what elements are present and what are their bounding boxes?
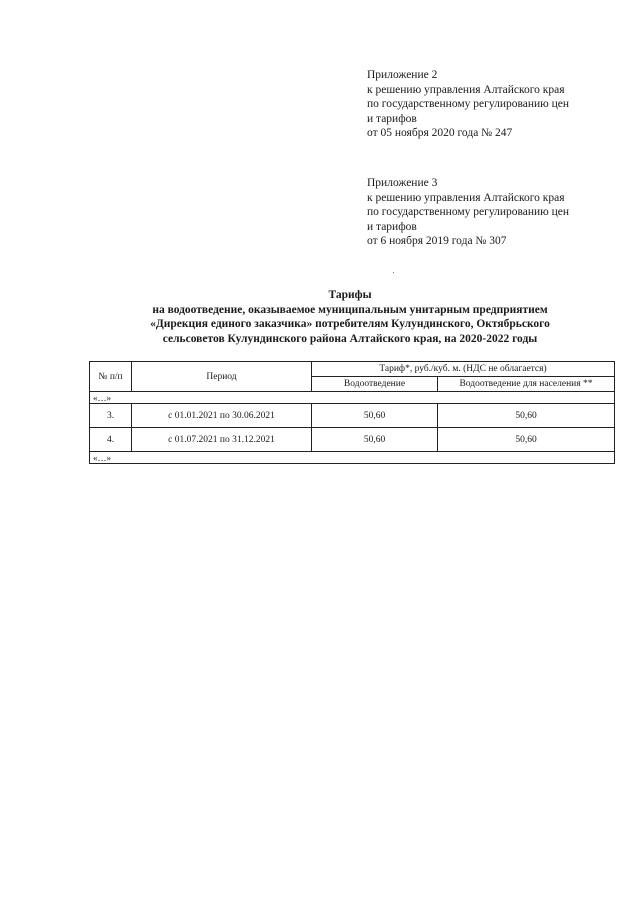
scan-speck (393, 272, 394, 273)
appendix-2-line: по государственному регулированию цен (367, 98, 570, 110)
header-number: № п/п (90, 362, 132, 392)
row-wastewater: 50,60 (312, 428, 438, 452)
row-wastewater: 50,60 (312, 404, 438, 428)
title-line: сельсоветов Кулундинского района Алтайского края, на 2020-2022 годы (162, 332, 538, 345)
appendix-3-date: от 6 ноября 2019 года № 307 (367, 235, 507, 247)
appendix-2-title: Приложение 2 (367, 69, 438, 81)
row-wastewater-population: 50,60 (438, 404, 615, 428)
ellipsis-bottom: «…» (90, 452, 615, 464)
table-row (90, 404, 615, 428)
row-period: с 01.07.2021 по 31.12.2021 (132, 428, 312, 452)
row-number: 3. (90, 404, 132, 428)
title-line: «Дирекция единого заказчика» потребителям Кулундинского, Октябрьского (150, 318, 550, 330)
table-header-row (90, 362, 615, 377)
table-ellipsis-row (90, 452, 615, 464)
title-line: на водоотведение, оказываемое муниципальным унитарным предприятием (152, 303, 548, 316)
appendix-3-line: и тарифов (367, 220, 417, 233)
header-period: Период (132, 362, 312, 392)
ellipsis-top: «…» (90, 392, 615, 404)
header-tariff-group: Тариф*, руб./куб. м. (НДС не облагается) (312, 362, 615, 377)
document-title (70, 288, 630, 346)
appendix-2-date: от 05 ноября 2020 года № 247 (367, 127, 513, 139)
row-wastewater-population: 50,60 (438, 428, 615, 452)
table-row (90, 428, 615, 452)
appendix-3-line: к решению управления Алтайского края (367, 191, 565, 204)
header-wastewater: Водоотведение (312, 377, 438, 392)
appendix-3-title: Приложение 3 (367, 177, 438, 189)
appendix-2-header (367, 68, 629, 141)
appendix-3-line: по государственному регулированию цен (367, 206, 570, 218)
appendix-3-header (367, 176, 629, 249)
appendix-2-line: к решению управления Алтайского края (367, 83, 565, 96)
row-period: с 01.01.2021 по 30.06.2021 (132, 404, 312, 428)
table-ellipsis-row (90, 392, 615, 404)
header-wastewater-population: Водоотведение для населения ** (438, 377, 615, 392)
row-number: 4. (90, 428, 132, 452)
tariff-table (89, 361, 615, 464)
title-heading: Тарифы (328, 289, 372, 301)
appendix-2-line: и тарифов (367, 112, 417, 125)
